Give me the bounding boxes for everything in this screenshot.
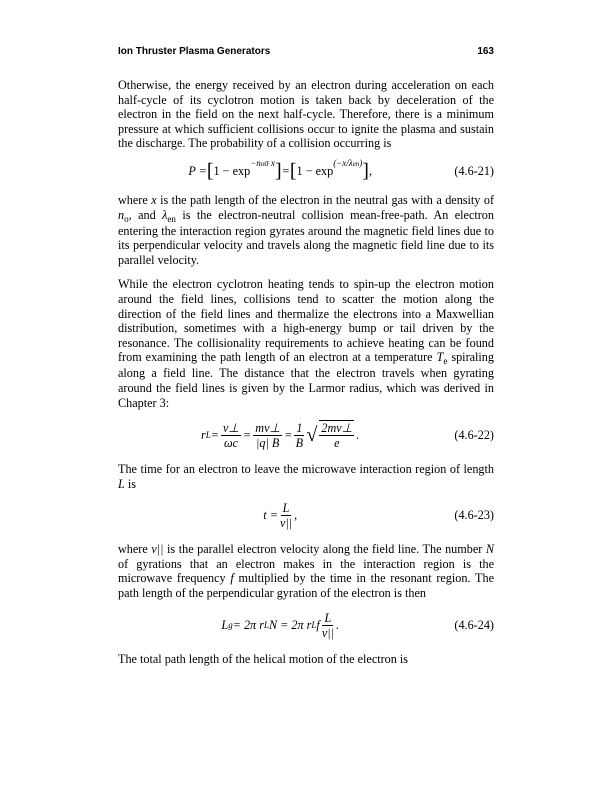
paragraph-3: While the electron cyclotron heating tends to spin-up the electron motion around the field lines, collisions tend to scatter the motion along the direction of the field lines and thermalize the electrons into a Maxwellian distribution, sometimes with a high-energy bump or tail driven by the resonance. The collisionality requirements to achieve heating can be found from examining the path length of an electron at a temperature $T_e$ spiraling along a field line. The distance that the electron travels when gyrating around the field lines is given by the Larmor radius, which was derived in Chapter 3: — [118, 277, 494, 410]
paragraph-5: where v|| is the parallel electron velocity along the field line. The number N of gyrations that an electron makes in the interaction region is the microwave frequency f multiplied by the time in the resonant region. The path length of the perpendicular gyration of the electron is then — [118, 542, 495, 601]
equation-number: (4.6-24) — [454, 617, 494, 632]
running-header-title: Ion Thruster Plasma Generators — [118, 46, 271, 57]
equation-4-6-24: L g = 2π r L N = 2π r L f $\frac{L}{v||}$ . (4.6-24) — [221, 610, 494, 640]
page-number: 163 — [477, 46, 494, 57]
equation-4-6-21: P = [ 1 − exp −noσ x ] = [ 1 − exp (−x/λen) ] , (4.6-21) — [188, 157, 494, 182]
paragraph-2: where x is the path length of the electron in the neutral gas with a density of $n_o$, and $\lambda_{en}$ is the electron-neutral collision mean-free-path. An electron entering the interaction region gyrates around the magnetic field lines due to its perpendicular velocity and travels along the magnetic field line due to its parallel velocity. — [118, 192, 495, 267]
paragraph-6: The total path length of the helical motion of the electron is — [118, 651, 409, 666]
paragraph-1: Otherwise, the energy received by an electron during acceleration on each half-cycle of its cyclotron motion is taken back by deceleration of the electron in the field on the next half-cycle. Therefore, there is a minimum pressure at which sufficient collisions occur to ignite the plasma and sustain the discharge. The probability of a collision occurring is — [118, 78, 494, 151]
running-header — [118, 46, 494, 58]
text-column — [118, 78, 494, 676]
paragraph-4: The time for an electron to leave the microwave interaction region of length L is — [118, 462, 494, 491]
equation-number: (4.6-23) — [454, 508, 494, 523]
equation-number: (4.6-21) — [454, 163, 494, 178]
equation-number: (4.6-22) — [454, 427, 494, 442]
equation-4-6-22: r L = $\frac{v\perp}{\omega c}$ = $\frac{mv\perp}{|q| B}$ = $\frac{1}{B}$ √ $\frac{2mv\perp}{e}$ . (4.6-22) — [201, 420, 494, 451]
equation-4-6-23: t = $\frac{L}{v||}$ , (4.6-23) — [263, 501, 494, 531]
